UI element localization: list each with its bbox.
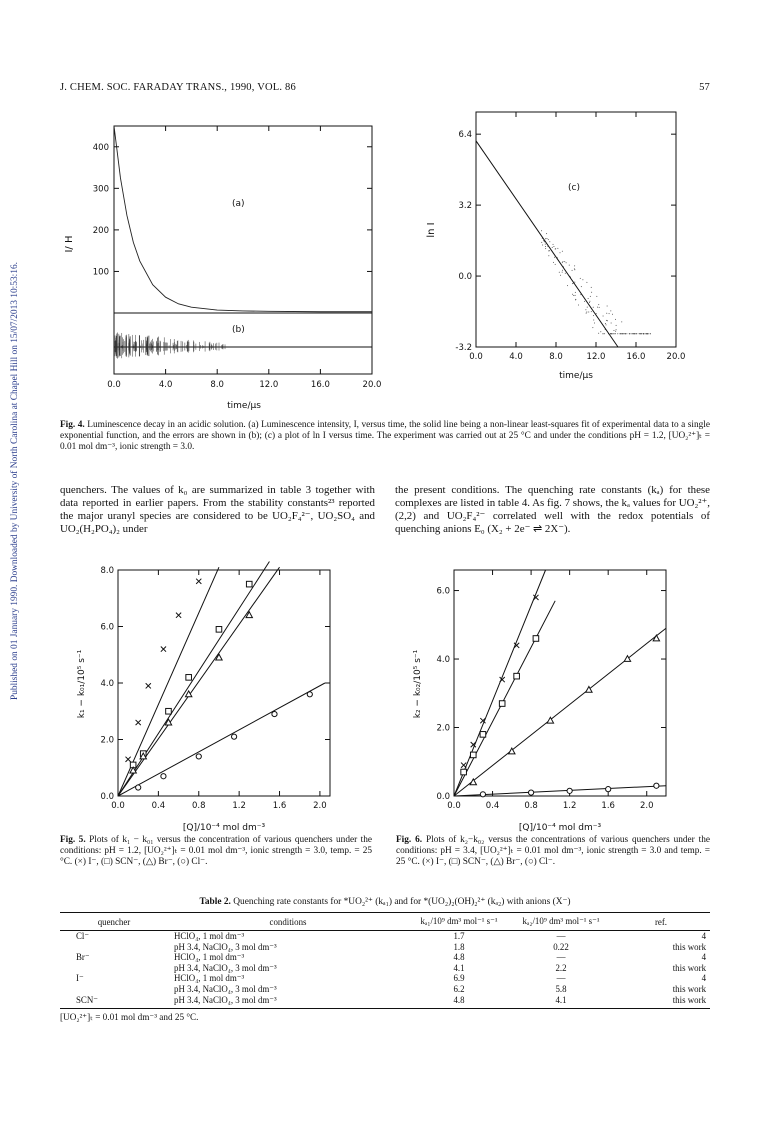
fig5-point-square: [246, 581, 252, 587]
fig4c-xtick-label: 12.0: [586, 352, 606, 362]
fig4c-data-point: [586, 282, 587, 283]
cell-ref: this work: [672, 962, 706, 973]
fig4c-data-point: [564, 261, 565, 262]
fig5-point-triangle: [185, 691, 191, 697]
fig5-xtick-label: 1.6: [272, 801, 287, 811]
fig4c-data-point: [610, 333, 611, 334]
fig6-xtick-label: 1.2: [562, 801, 577, 811]
fig4c-data-point: [572, 294, 573, 295]
th-kq2: kₐ₂/10⁹ dm³ mol⁻¹ s⁻¹: [510, 913, 612, 931]
download-note: [10, 140, 22, 700]
fig4c-data-point: [607, 305, 608, 306]
cell-kq2: 4.1: [510, 995, 612, 1009]
cell-conditions: pH 3.4, NaClO₄, 3 mol dm⁻³: [174, 962, 277, 973]
fig4c-data-point: [574, 269, 575, 270]
fig4c-data-point: [545, 246, 546, 247]
fig4c-data-point: [599, 307, 600, 308]
fig4c-data-point: [559, 272, 560, 273]
fig4c-data-point: [562, 262, 563, 263]
fig4c-data-point: [606, 320, 607, 321]
fig4c-data-point: [615, 319, 616, 320]
fig4c-data-point: [548, 250, 549, 251]
fig4c-data-point: [555, 249, 556, 250]
cell-kq1: 1.7: [453, 931, 465, 941]
fig4c-data-point: [592, 327, 593, 328]
table2-title: [60, 896, 710, 907]
fig4c-data-point: [586, 313, 587, 314]
cell-kq2: 0.22: [553, 941, 569, 952]
fig5-point-circle: [196, 754, 201, 759]
fig4c-data-point: [646, 333, 647, 334]
fig6-point-circle: [606, 787, 611, 792]
fig4c-data-point: [593, 319, 594, 320]
fig4c-data-point: [574, 282, 575, 283]
fig6-point-square: [470, 752, 476, 758]
fig5-ylabel: k₁ − k₀₁/10⁵ s⁻¹: [77, 649, 87, 719]
fig6-ytick-label: 4.0: [436, 655, 450, 666]
fig4c-data-point: [543, 240, 544, 241]
fig4c-data-point: [593, 315, 594, 316]
fig4a-ytick-label: 200: [92, 225, 109, 236]
fig4-ab: [54, 98, 414, 416]
cell-ref: this work: [612, 995, 710, 1009]
fig4c-data-point: [548, 239, 549, 240]
fig4c-data-point: [615, 331, 616, 332]
fig4c-data-point: [622, 333, 623, 334]
th-conditions: conditions: [168, 913, 408, 931]
fig4c-data-point: [553, 244, 554, 245]
cell-conditions: pH 3.4, NaClO₄, 3 mol dm⁻³: [168, 995, 408, 1009]
fig5-point-square: [166, 708, 172, 714]
fig5-point-circle: [136, 785, 141, 790]
fig4c-data-point: [545, 244, 546, 245]
fig6-xtick-label: 2.0: [639, 801, 654, 811]
fig4c-data-point: [555, 264, 556, 265]
fig4c-data-point: [541, 242, 542, 243]
fig5-point-triangle: [216, 654, 222, 660]
fig6-xtick-label: 1.6: [601, 801, 615, 811]
cell-quencher: Br⁻: [76, 952, 90, 963]
cell-ref: 4: [701, 952, 706, 963]
fig5-ytick-label: 0.0: [100, 792, 114, 802]
fig5-caption-label: Fig. 5.: [60, 835, 86, 845]
fig4c-data-point: [591, 287, 592, 288]
fig4c-data-point: [548, 255, 549, 256]
fig4c-data-point: [598, 333, 599, 334]
fig4-caption: [60, 420, 710, 454]
fig6-point-square: [533, 636, 539, 642]
fig6-ytick-label: 2.0: [436, 723, 450, 734]
fig4c-data-point: [562, 272, 563, 273]
fig4c-data-point: [562, 270, 563, 271]
fig4c-data-point: [588, 298, 589, 299]
fig4c-data-point: [616, 325, 617, 326]
table2: [60, 912, 710, 1023]
fig4a-ytick-label: 100: [92, 267, 109, 278]
fig4c-data-point: [588, 312, 589, 313]
fig4ab-xtick-label: 0.0: [107, 380, 121, 390]
fig4c-data-point: [631, 333, 632, 334]
table-row: [60, 931, 710, 942]
fig4c-data-point: [607, 320, 608, 321]
fig6-frame: [454, 570, 666, 796]
fig4c-data-point: [594, 323, 595, 324]
fig4c-data-point: [611, 322, 612, 323]
fig4c-data-point: [567, 285, 568, 286]
fig4c-data-point: [573, 295, 574, 296]
fig5-point-x: [176, 613, 181, 618]
fig4ab-xlabel: time/μs: [227, 401, 261, 411]
fig4c-data-point: [650, 333, 651, 334]
fig4c-data-point: [562, 251, 563, 252]
fig4c-data-point: [605, 323, 606, 324]
table2-title-label: Table 2.: [199, 897, 231, 907]
fig4c-xtick-label: 4.0: [509, 352, 523, 362]
fig4c-data-point: [575, 295, 576, 296]
fig4c-data-point: [641, 333, 642, 334]
fig4c-xtick-label: 0.0: [469, 352, 483, 362]
fig6-xtick-label: 0.8: [524, 801, 538, 811]
cell-quencher: [60, 984, 168, 995]
fig4c-data-point: [626, 333, 627, 334]
fig6-point-circle: [480, 792, 485, 797]
fig4c-data-point: [575, 299, 576, 300]
table2-body: [60, 931, 710, 1009]
fig4c-data-point: [593, 307, 594, 308]
fig4c-data-point: [541, 230, 542, 231]
fig4c-data-point: [604, 333, 605, 334]
table-row: [60, 952, 710, 963]
fig4c-data-point: [598, 304, 599, 305]
fig6-chart: [402, 558, 692, 838]
fig4c-ytick-label: 6.4: [458, 130, 472, 141]
fig5-point-x: [196, 579, 201, 584]
fig4c-xtick-label: 8.0: [549, 352, 563, 362]
fig4c-data-point: [575, 292, 576, 293]
th-ref: ref.: [612, 913, 710, 931]
fig6-ylabel: k₂ − k₀₂/10⁵ s⁻¹: [413, 649, 423, 719]
fig4c-data-point: [640, 333, 641, 334]
fig6-fit-line: [454, 628, 666, 796]
cell-kq1: 6.2: [453, 983, 465, 994]
fig4c-data-point: [644, 333, 645, 334]
fig6-point-square: [499, 701, 505, 707]
fig5-point-square: [186, 675, 192, 681]
fig4c-data-point: [542, 245, 543, 246]
fig4c-data-point: [582, 279, 583, 280]
cell-ref: 4: [701, 973, 706, 984]
fig5-xlabel: [Q]/10⁻⁴ mol dm⁻³: [182, 823, 266, 833]
fig4c-label: (c): [568, 183, 580, 193]
cell-kq2: 5.8: [555, 983, 567, 994]
cell-conditions: HClO₄, 1 mol dm⁻³: [174, 931, 245, 941]
cell-kq1: 6.9: [453, 973, 465, 984]
fig4c-data-point: [616, 329, 617, 330]
fig4c-data-point: [549, 241, 550, 242]
cell-ref: this work: [672, 941, 706, 952]
cell-quencher: [60, 942, 168, 953]
fig4c-data-point: [578, 304, 579, 305]
fig5-xtick-label: 0.8: [191, 801, 206, 811]
fig5-ytick-label: 4.0: [100, 679, 114, 689]
table2-grid: [60, 912, 710, 1009]
fig5-point-circle: [307, 692, 312, 697]
fig4a-ytick-label: 400: [92, 142, 109, 153]
fig4c-data-point: [553, 262, 554, 263]
fig4c-xlabel: time/μs: [559, 371, 593, 381]
fig6-xtick-label: 0.0: [447, 801, 461, 811]
fig6-fit-line: [454, 601, 555, 796]
cell-conditions: pH 3.4, NaClO₄, 3 mol dm⁻³: [174, 983, 277, 994]
fig4c-data-point: [590, 296, 591, 297]
fig5-ytick-label: 8.0: [100, 566, 114, 576]
fig5-point-x: [125, 757, 130, 762]
cell-quencher: [60, 963, 168, 974]
fig5-ytick-label: 6.0: [100, 622, 114, 633]
fig4c-fit-line: [476, 141, 618, 347]
fig4c-data-point: [603, 333, 604, 334]
fig4c-data-point: [624, 333, 625, 334]
table-row: [60, 973, 710, 984]
fig4c-data-point: [574, 265, 575, 266]
cell-kq1: 1.8: [453, 941, 465, 952]
fig4-caption-text: Luminescence decay in an acidic solution. (a) Luminescence intensity, I, versus time, the solid line being a non-linear least-squares fit of experimental data to a single exponential function, and the errors are shown in (b); (c) a plot of ln I versus time. The experiment was carried out at 25 °C and under the conditions pH = 1.2, [UO₂²⁺]ₜ = 0.01 mol dm⁻³, ionic strength = 3.0.: [60, 420, 710, 453]
cell-kq1: 4.1: [453, 962, 465, 973]
fig4c-data-point: [639, 333, 640, 334]
fig6-point-triangle: [470, 779, 476, 785]
fig4c-data-point: [629, 333, 630, 334]
fig4ab-xtick-label: 8.0: [210, 380, 224, 390]
cell-kq1: 4.8: [453, 952, 465, 963]
fig4c-data-point: [613, 333, 614, 334]
fig4c-data-point: [584, 301, 585, 302]
fig4b-label: (b): [232, 325, 245, 335]
cell-kq2: —: [556, 952, 566, 963]
fig6-caption-label: Fig. 6.: [396, 835, 423, 845]
fig4c-frame: [476, 112, 676, 347]
fig4c-data-point: [615, 333, 616, 334]
th-kq1: kₐ₁/10⁹ dm³ mol⁻¹ s⁻¹: [408, 913, 510, 931]
table-row: [60, 963, 710, 974]
fig4c-data-point: [589, 302, 590, 303]
fig6-point-circle: [567, 788, 572, 793]
page-number: 57: [699, 82, 710, 93]
fig4c-ytick-label: -3.2: [455, 343, 472, 353]
fig4c-data-point: [581, 286, 582, 287]
fig4c-data-points: [541, 230, 651, 334]
fig4c-data-point: [606, 313, 607, 314]
fig4c-data-point: [557, 248, 558, 249]
fig5-xtick-label: 0.0: [111, 801, 125, 811]
fig4c-data-point: [585, 309, 586, 310]
fig4ab-xtick-label: 16.0: [310, 380, 330, 390]
fig5-point-circle: [272, 711, 277, 716]
fig6-point-x: [461, 763, 466, 768]
fig4c-data-point: [565, 273, 566, 274]
fig4c-data-point: [600, 331, 601, 332]
fig4c-data-point: [560, 275, 561, 276]
fig4c-data-point: [621, 321, 622, 322]
cell-conditions: pH 3.4, NaClO₄, 3 mol dm⁻³: [174, 941, 277, 952]
fig5-point-x: [146, 683, 151, 688]
fig4-ab-frame: [114, 126, 372, 374]
fig4a-ylabel: I/ H: [64, 235, 75, 253]
cell-kq1: 4.8: [408, 995, 510, 1009]
fig4c-data-point: [554, 257, 555, 258]
fig5-point-x: [161, 647, 166, 652]
fig6-fit-line: [454, 570, 546, 796]
fig6-point-square: [514, 673, 520, 679]
fig6-xlabel: [Q]/10⁻⁴ mol dm⁻³: [518, 823, 602, 833]
table2-title-text: Quenching rate constants for *UO₂²⁺ (kₐ₁) and for *(UO₂)₂(OH)₂²⁺ (kₐ₂) with anions (X⁻): [233, 897, 571, 907]
fig4c-ylabel: ln I: [426, 222, 437, 238]
fig4c-data-point: [553, 246, 554, 247]
fig5-fit-line: [118, 562, 269, 796]
table-row: [60, 995, 710, 1009]
fig4a-ytick-label: 300: [92, 184, 109, 195]
fig5-ytick-label: 2.0: [100, 735, 114, 746]
cell-quencher: SCN⁻: [60, 995, 168, 1009]
fig4c-data-point: [572, 270, 573, 271]
body-text-left: quenchers. The values of k₀ are summarized in table 3 together with data reported in earlier papers. From the stability constants²³ reported the major uranyl species are considered to be UO₂F₄²⁻, UO₂SO₄ and UO₂(H₂PO₄)₂ under: [60, 484, 375, 536]
fig5-caption-text: Plots of k₁ − k₀₁ versus the concentration of various quenchers under the conditions: pH = 1.2, [UO₂²⁺]ₜ = 0.01 mol dm⁻³, ionic strength = 3.0, temp. = 25 °C. (×) I⁻, (□) SCN⁻, (△) Br⁻, (○) Cl⁻.: [60, 835, 372, 868]
fig4c-data-point: [613, 330, 614, 331]
cell-kq2: —: [556, 973, 566, 984]
fig4c-data-point: [562, 261, 563, 262]
fig4c-data-point: [597, 307, 598, 308]
fig4a-label: (a): [232, 199, 245, 209]
table2-header-row: [60, 913, 710, 931]
fig4c-data-point: [569, 265, 570, 266]
fig4c-data-point: [591, 292, 592, 293]
fig5-xtick-label: 2.0: [313, 801, 327, 811]
cell-kq2: 2.2: [555, 962, 567, 973]
fig4c-ytick-label: 0.0: [458, 272, 472, 283]
fig4c-data-point: [589, 301, 590, 302]
fig4ab-xtick-label: 12.0: [259, 380, 279, 390]
fig5-fit-line: [118, 683, 325, 796]
fig5-point-square: [216, 627, 222, 633]
fig6-point-circle: [528, 790, 533, 795]
cell-quencher: Cl⁻: [76, 931, 90, 941]
fig4ab-xtick-label: 20.0: [362, 380, 382, 390]
fig4c-data-point: [587, 307, 588, 308]
fig5-point-circle: [231, 734, 236, 739]
fig5-xtick-label: 1.2: [232, 801, 246, 811]
table-row: [60, 984, 710, 995]
fig6-ytick-label: 6.0: [436, 586, 450, 597]
cell-ref: 4: [701, 931, 706, 941]
fig5-xtick-label: 0.4: [151, 801, 166, 811]
fig4c-data-point: [634, 333, 635, 334]
table2-footnote: [UO₂²⁺]ₜ = 0.01 mol dm⁻³ and 25 °C.: [60, 1012, 199, 1023]
fig4c-ytick-label: 3.2: [458, 201, 472, 212]
fig4c-data-point: [586, 312, 587, 313]
fig4c-data-point: [603, 315, 604, 316]
running-header: [60, 82, 710, 93]
fig4-c: [418, 98, 698, 388]
fig4c-data-point: [647, 333, 648, 334]
fig4c-data-point: [621, 333, 622, 334]
body-text-right: the present conditions. The quenching rate constants (kₐ) for these complexes are listed in table 4. As fig. 7 shows, the kₐ values for UO₂²⁺, (2,2) and UO₂F₄²⁻ correlated well with the redox potentials of quenching anions E₀ (X₂ + 2e⁻ ⇌ 2X⁻).: [395, 484, 710, 536]
fig4c-data-point: [566, 262, 567, 263]
journal-name: J. CHEM. SOC. FARADAY TRANS., 1990, VOL. 86: [60, 82, 296, 93]
fig4c-data-point: [546, 238, 547, 239]
fig6-caption: [396, 835, 710, 869]
table-row: [60, 942, 710, 953]
fig4c-data-point: [580, 278, 581, 279]
cell-conditions: HClO₄, 1 mol dm⁻³: [174, 952, 245, 963]
fig6-caption-text: Plots of k₂−k₀₂ versus the concentrations of various quenchers under the conditions: pH = 3.4, [UO₂²⁺]ₜ = 0.01 mol dm⁻³, ionic strength = 3.0 and temp. = 25 °C. (×) I⁻, (□) SCN⁻, (△) Br⁻, (○) Cl⁻.: [396, 835, 710, 868]
fig5-point-x: [136, 720, 141, 725]
fig4c-data-point: [612, 314, 613, 315]
fig4c-data-point: [560, 252, 561, 253]
fig6-point-square: [461, 769, 467, 775]
fig4c-data-point: [617, 333, 618, 334]
fig4c-data-point: [625, 333, 626, 334]
fig5-fit-line: [118, 567, 280, 796]
fig4a-fit-curve: [114, 126, 372, 312]
fig4c-xtick-label: 20.0: [666, 352, 686, 362]
fig4c-data-point: [610, 310, 611, 311]
fig4c-data-point: [609, 313, 610, 314]
th-quencher: quencher: [60, 913, 168, 931]
fig4c-data-point: [636, 333, 637, 334]
fig6-xtick-label: 0.4: [485, 801, 500, 811]
fig4c-data-point: [545, 238, 546, 239]
fig4c-data-point: [546, 233, 547, 234]
fig5-chart: [66, 558, 356, 838]
cell-kq2: —: [556, 931, 566, 941]
fig5-frame: [118, 570, 330, 796]
fig4c-data-point: [596, 296, 597, 297]
fig6-point-circle: [654, 783, 659, 788]
cell-quencher: I⁻: [76, 973, 84, 984]
fig4c-xtick-label: 16.0: [626, 352, 646, 362]
cell-ref: this work: [672, 983, 706, 994]
fig4-caption-label: Fig. 4.: [60, 420, 85, 430]
fig4b-residuals: [115, 332, 225, 358]
fig4c-data-point: [545, 248, 546, 249]
fig4c-data-point: [572, 283, 573, 284]
fig5-caption: [60, 835, 372, 869]
fig6-ytick-label: 0.0: [436, 792, 450, 802]
fig4c-data-point: [552, 247, 553, 248]
cell-conditions: HClO₄, 1 mol dm⁻³: [174, 973, 245, 984]
fig4c-data-point: [606, 324, 607, 325]
fig5-point-circle: [161, 774, 166, 779]
fig6-point-square: [480, 732, 486, 738]
download-note-text: Published on 01 January 1990. Downloaded by University of North Carolina at Chapel Hill on 15/07/2013 10:53:16.: [10, 262, 20, 700]
fig4ab-xtick-label: 4.0: [158, 380, 173, 390]
fig4c-data-point: [620, 333, 621, 334]
fig4c-data-point: [591, 311, 592, 312]
